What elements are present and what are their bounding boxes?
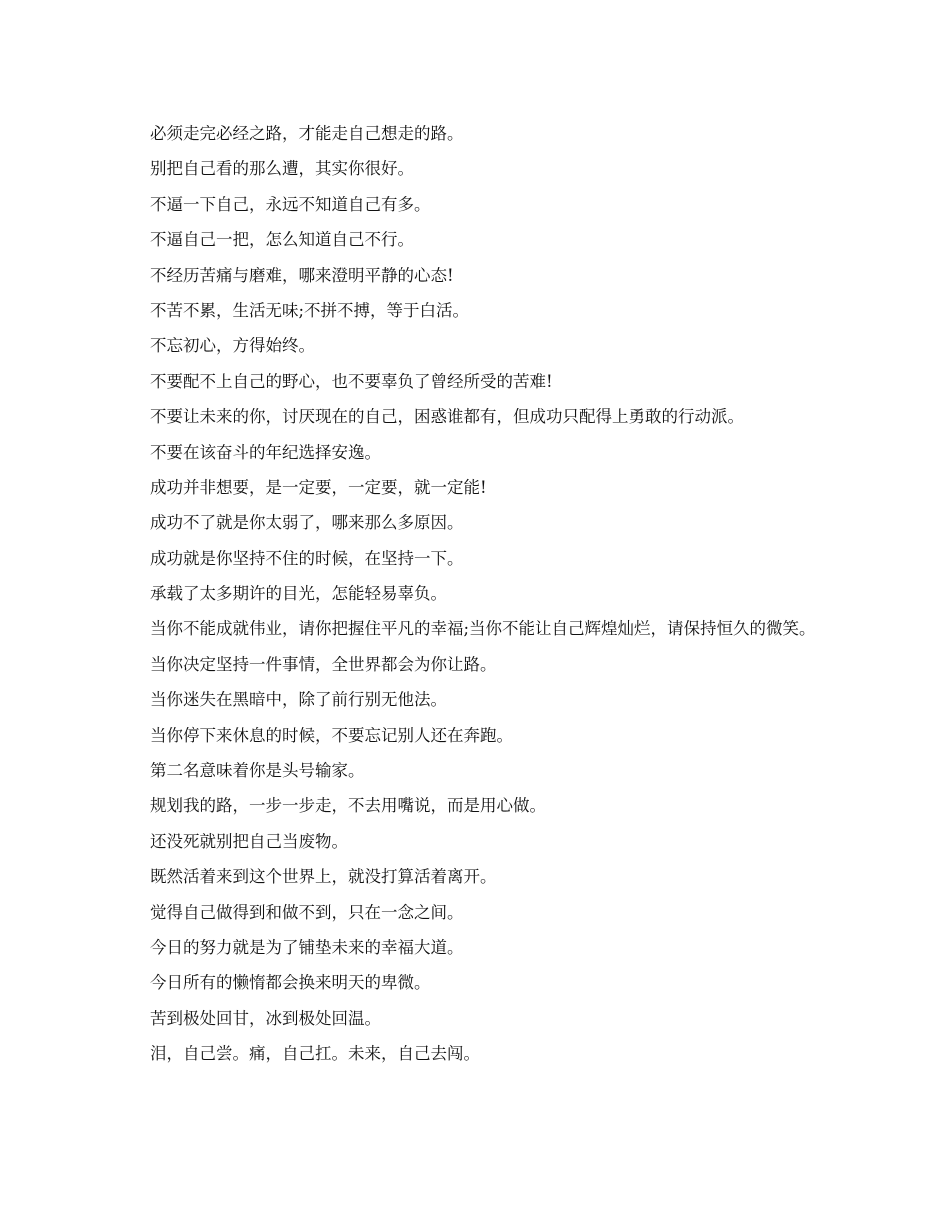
paragraph: 泪，自己尝。痛，自己扛。未来，自己去闯。 <box>150 1044 480 1064</box>
paragraph: 规划我的路，一步一步走，不去用嘴说，而是用心做。 <box>150 796 546 816</box>
paragraph: 当你迷失在黑暗中，除了前行别无他法。 <box>150 690 447 710</box>
paragraph: 不要让未来的你，讨厌现在的自己，困惑谁都有，但成功只配得上勇敢的行动派。 <box>150 407 744 427</box>
paragraph: 今日的努力就是为了铺垫未来的幸福大道。 <box>150 937 464 957</box>
paragraph: 承载了太多期许的目光，怎能轻易辜负。 <box>150 584 447 604</box>
paragraph: 苦到极处回甘，冰到极处回温。 <box>150 1008 381 1028</box>
paragraph: 今日所有的懒惰都会换来明天的卑微。 <box>150 973 431 993</box>
paragraph: 还没死就别把自己当废物。 <box>150 831 348 851</box>
paragraph: 成功不了就是你太弱了，哪来那么多原因。 <box>150 513 464 533</box>
document-body <box>113 124 833 1080</box>
paragraph: 必须走完必经之路，才能走自己想走的路。 <box>150 124 464 143</box>
paragraph: 不经历苦痛与磨难，哪来澄明平静的心态! <box>150 265 454 285</box>
paragraph: 不逼一下自己，永远不知道自己有多。 <box>150 194 431 214</box>
paragraph: 不要配不上自己的野心，也不要辜负了曾经所受的苦难! <box>150 371 553 391</box>
paragraph: 当你决定坚持一件事情，全世界都会为你让路。 <box>150 654 497 674</box>
paragraph: 既然活着来到这个世界上，就没打算活着离开。 <box>150 867 497 887</box>
paragraph: 不苦不累，生活无味;不拼不搏，等于白活。 <box>150 300 470 320</box>
paragraph: 当你不能成就伟业，请你把握住平凡的幸福;当你不能让自己辉煌灿烂，请保持恒久的微笑。 <box>150 619 816 639</box>
paragraph: 不逼自己一把，怎么知道自己不行。 <box>150 230 414 250</box>
paragraph: 成功并非想要，是一定要，一定要，就一定能! <box>150 477 487 497</box>
paragraph: 别把自己看的那么遭，其实你很好。 <box>150 159 414 179</box>
paragraph: 当你停下来休息的时候，不要忘记别人还在奔跑。 <box>150 725 513 745</box>
paragraph: 第二名意味着你是头号输家。 <box>150 761 365 781</box>
paragraph: 成功就是你坚持不住的时候，在坚持一下。 <box>150 548 464 568</box>
paragraph: 不要在该奋斗的年纪选择安逸。 <box>150 442 381 462</box>
paragraph: 不忘初心，方得始终。 <box>150 336 315 356</box>
paragraph: 觉得自己做得到和做不到，只在一念之间。 <box>150 902 464 922</box>
